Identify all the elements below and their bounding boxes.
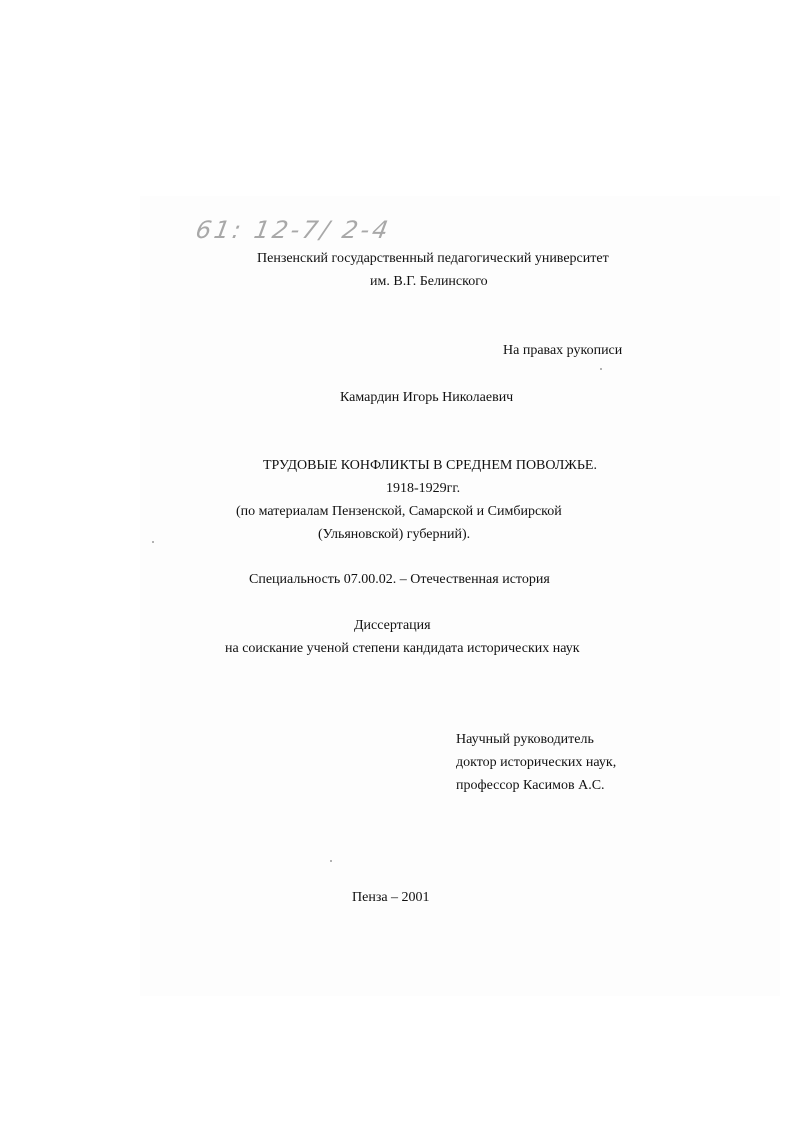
specialty: Специальность 07.00.02. – Отечественная история (249, 572, 550, 587)
thesis-title-line-1: ТРУДОВЫЕ КОНФЛИКТЫ В СРЕДНЕМ ПОВОЛЖЬЕ. (263, 458, 597, 473)
city-year: Пенза – 2001 (352, 890, 430, 905)
author-name: Камардин Игорь Николаевич (340, 390, 514, 405)
university-name: Пензенский государственный педагогический университет (257, 251, 609, 266)
handwritten-archive-number: 61: 12-7/ 2-4 (193, 216, 394, 244)
rights-note: На правах рукописи (503, 343, 623, 358)
scan-speck (152, 541, 154, 543)
scanned-sheet (140, 196, 780, 996)
supervisor-role: Научный руководитель (456, 732, 594, 747)
scan-speck (330, 860, 332, 862)
supervisor-name: профессор Касимов А.С. (456, 778, 605, 793)
university-named-after: им. В.Г. Белинского (370, 274, 488, 289)
dissertation-purpose: на соискание ученой степени кандидата исторических наук (225, 641, 580, 656)
scan-speck (600, 368, 602, 370)
supervisor-degree: доктор исторических наук, (456, 755, 617, 770)
thesis-title-line-3: (по материалам Пензенской, Самарской и Симбирской (236, 504, 562, 519)
thesis-title-line-2: 1918-1929гг. (386, 481, 461, 496)
dissertation-label: Диссертация (354, 618, 431, 633)
thesis-title-line-4: (Ульяновской) губерний). (318, 527, 471, 542)
